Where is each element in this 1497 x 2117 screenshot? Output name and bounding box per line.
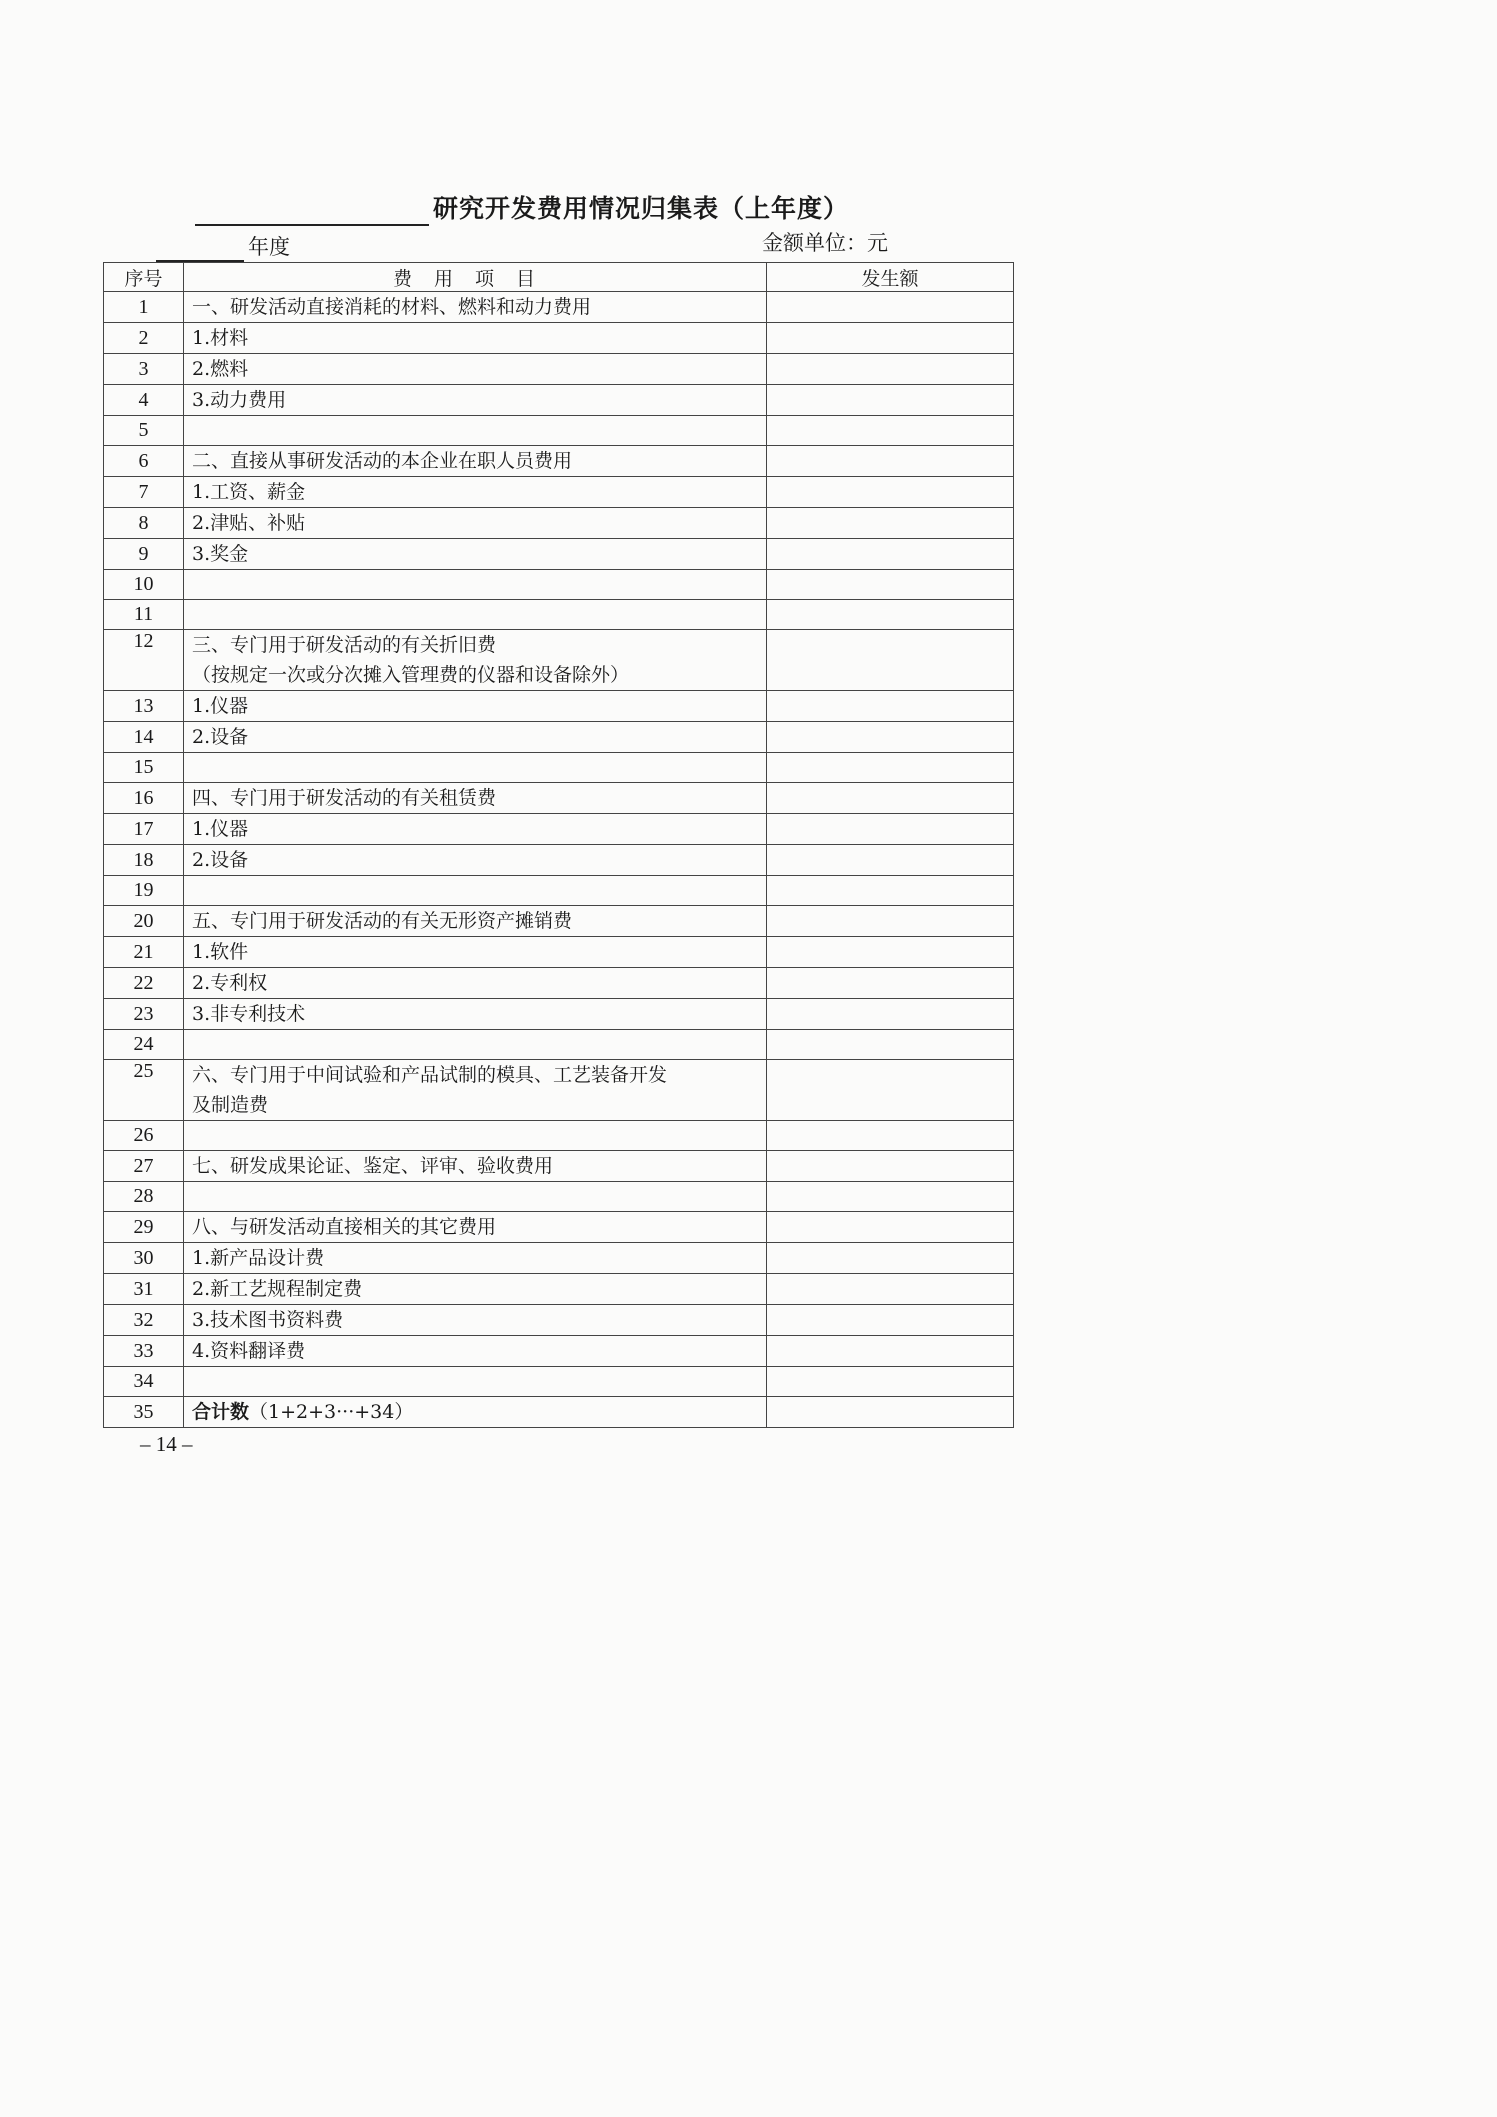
- amount-cell[interactable]: [767, 446, 1014, 477]
- expense-item-label: 3.技术图书资料费: [192, 1309, 344, 1331]
- row-number: 21: [104, 937, 184, 968]
- amount-cell[interactable]: [767, 1182, 1014, 1212]
- expense-item: [184, 292, 767, 323]
- expense-item: [184, 323, 767, 354]
- table-row: [104, 323, 1014, 354]
- row-number: 14: [104, 722, 184, 753]
- expense-item: [184, 508, 767, 539]
- row-number: 22: [104, 968, 184, 999]
- expense-item: [184, 783, 767, 814]
- expense-item: [184, 539, 767, 570]
- table-row: [104, 446, 1014, 477]
- expense-item: [184, 416, 767, 446]
- expense-item: [184, 446, 767, 477]
- row-number: 16: [104, 783, 184, 814]
- year-suffix: 年度: [248, 235, 290, 259]
- expense-item-label: 1.仪器: [192, 818, 249, 840]
- expense-item: [184, 876, 767, 906]
- table-row: [104, 1305, 1014, 1336]
- amount-cell[interactable]: [767, 1121, 1014, 1151]
- total-formula: （1+2+3···+34）: [249, 1401, 414, 1423]
- table-row: [104, 1243, 1014, 1274]
- table-row: [104, 1121, 1014, 1151]
- expense-item-label: 3.非专利技术: [192, 1003, 306, 1025]
- total-label: 合计数: [192, 1401, 250, 1423]
- table-row: [104, 968, 1014, 999]
- expense-item: [184, 1243, 767, 1274]
- row-number: 13: [104, 691, 184, 722]
- total-row: [104, 1397, 1014, 1428]
- row-number: 24: [104, 1030, 184, 1060]
- amount-cell[interactable]: [767, 845, 1014, 876]
- row-number: 25: [104, 1060, 184, 1121]
- row-number: 34: [104, 1367, 184, 1397]
- expense-item-label: 一、研发活动直接消耗的材料、燃料和动力费用: [192, 296, 592, 318]
- expense-item-label: 1.新产品设计费: [192, 1247, 325, 1269]
- expense-item: [184, 753, 767, 783]
- expense-item: [184, 1367, 767, 1397]
- row-number: 8: [104, 508, 184, 539]
- expense-item: [184, 1151, 767, 1182]
- expense-item-label: 八、与研发活动直接相关的其它费用: [192, 1216, 497, 1238]
- expense-item: [184, 722, 767, 753]
- amount-cell[interactable]: [767, 876, 1014, 906]
- document-title-line: [195, 188, 855, 226]
- expense-item-label: 三、专门用于研发活动的有关折旧费: [192, 634, 497, 656]
- row-number: 3: [104, 354, 184, 385]
- table-row: [104, 1182, 1014, 1212]
- expense-item-label: 2.专利权: [192, 972, 268, 994]
- amount-cell[interactable]: [767, 1274, 1014, 1305]
- amount-cell[interactable]: [767, 570, 1014, 600]
- amount-cell[interactable]: [767, 1030, 1014, 1060]
- table-row: [104, 477, 1014, 508]
- document-title: 研究开发费用情况归集表（上年度）: [433, 194, 850, 223]
- expense-item-label: 五、专门用于研发活动的有关无形资产摊销费: [192, 910, 573, 932]
- table-row: [104, 570, 1014, 600]
- expense-item-label: 2.设备: [192, 726, 249, 748]
- row-number: 32: [104, 1305, 184, 1336]
- table-row: [104, 1367, 1014, 1397]
- expense-item: [184, 691, 767, 722]
- expense-item: [184, 570, 767, 600]
- amount-cell[interactable]: [767, 385, 1014, 416]
- table-row: [104, 845, 1014, 876]
- amount-cell[interactable]: [767, 539, 1014, 570]
- amount-cell[interactable]: [767, 999, 1014, 1030]
- amount-cell[interactable]: [767, 691, 1014, 722]
- table-row: [104, 416, 1014, 446]
- amount-cell[interactable]: [767, 753, 1014, 783]
- header-amount: 发生额: [767, 263, 1014, 292]
- table-row: [104, 1060, 1014, 1121]
- expense-item-label: 1.材料: [192, 327, 249, 349]
- expense-item-label-continued: 及制造费: [192, 1094, 269, 1116]
- expense-item: [184, 477, 767, 508]
- row-number: 11: [104, 600, 184, 630]
- amount-cell[interactable]: [767, 600, 1014, 630]
- expense-item-label: 二、直接从事研发活动的本企业在职人员费用: [192, 450, 573, 472]
- table-row: [104, 876, 1014, 906]
- row-number: 17: [104, 814, 184, 845]
- expense-item-label-continued: （按规定一次或分次摊入管理费的仪器和设备除外）: [192, 664, 630, 686]
- row-number: 26: [104, 1121, 184, 1151]
- row-number: 33: [104, 1336, 184, 1367]
- table-row: [104, 783, 1014, 814]
- amount-cell[interactable]: [767, 1060, 1014, 1121]
- amount-cell[interactable]: [767, 1367, 1014, 1397]
- expense-item: [184, 999, 767, 1030]
- year-line: [156, 228, 316, 262]
- amount-cell[interactable]: [767, 292, 1014, 323]
- expense-item-label: 2.津贴、补贴: [192, 512, 306, 534]
- row-number: 23: [104, 999, 184, 1030]
- table-row: [104, 937, 1014, 968]
- table-row: [104, 1212, 1014, 1243]
- expense-item: [184, 906, 767, 937]
- row-number: 5: [104, 416, 184, 446]
- expense-item-label: 3.奖金: [192, 543, 249, 565]
- row-number: 4: [104, 385, 184, 416]
- expense-item-label: 1.仪器: [192, 695, 249, 717]
- expense-item: [184, 1060, 767, 1121]
- row-number: 10: [104, 570, 184, 600]
- expense-item-label: 3.动力费用: [192, 389, 287, 411]
- table-row: [104, 630, 1014, 691]
- table-row: [104, 814, 1014, 845]
- amount-cell[interactable]: [767, 783, 1014, 814]
- table-row: [104, 906, 1014, 937]
- header-no: 序号: [104, 263, 184, 292]
- expense-item: [184, 600, 767, 630]
- amount-cell[interactable]: [767, 1151, 1014, 1182]
- table-row: [104, 999, 1014, 1030]
- amount-cell[interactable]: [767, 906, 1014, 937]
- row-number: 1: [104, 292, 184, 323]
- total-label-cell: [184, 1397, 767, 1428]
- amount-cell[interactable]: [767, 968, 1014, 999]
- expense-item: [184, 1274, 767, 1305]
- table-row: [104, 508, 1014, 539]
- amount-unit-label: 金额单位：元: [762, 231, 888, 255]
- expense-item: [184, 968, 767, 999]
- table-row: [104, 691, 1014, 722]
- amount-cell[interactable]: [767, 508, 1014, 539]
- row-number: 27: [104, 1151, 184, 1182]
- amount-cell[interactable]: [767, 477, 1014, 508]
- table-row: [104, 1336, 1014, 1367]
- expense-item-label: 1.工资、薪金: [192, 481, 306, 503]
- table-row: [104, 753, 1014, 783]
- company-name-blank[interactable]: [195, 194, 429, 226]
- amount-cell[interactable]: [767, 630, 1014, 691]
- amount-cell[interactable]: [767, 722, 1014, 753]
- expense-item-label: 4.资料翻译费: [192, 1340, 306, 1362]
- year-blank[interactable]: [156, 232, 244, 262]
- expense-item: [184, 845, 767, 876]
- row-number: 15: [104, 753, 184, 783]
- row-number: 12: [104, 630, 184, 691]
- expense-item: [184, 1030, 767, 1060]
- row-number: 6: [104, 446, 184, 477]
- expense-item-label: 六、专门用于中间试验和产品试制的模具、工艺装备开发: [192, 1064, 668, 1086]
- expense-table: [103, 262, 1014, 1428]
- table-row: [104, 292, 1014, 323]
- table-row: [104, 1151, 1014, 1182]
- row-number: 30: [104, 1243, 184, 1274]
- row-number: 35: [104, 1397, 184, 1428]
- expense-item: [184, 385, 767, 416]
- table-row: [104, 1274, 1014, 1305]
- amount-cell[interactable]: [767, 814, 1014, 845]
- amount-cell[interactable]: [767, 1305, 1014, 1336]
- table-row: [104, 1030, 1014, 1060]
- expense-item: [184, 937, 767, 968]
- amount-cell[interactable]: [767, 1336, 1014, 1367]
- expense-item: [184, 354, 767, 385]
- amount-cell[interactable]: [767, 937, 1014, 968]
- row-number: 29: [104, 1212, 184, 1243]
- table-header-row: [104, 263, 1014, 292]
- expense-item-label: 2.设备: [192, 849, 249, 871]
- expense-item: [184, 814, 767, 845]
- row-number: 18: [104, 845, 184, 876]
- table-row: [104, 539, 1014, 570]
- expense-item: [184, 630, 767, 691]
- row-number: 7: [104, 477, 184, 508]
- expense-item: [184, 1212, 767, 1243]
- expense-item: [184, 1305, 767, 1336]
- expense-item-label: 七、研发成果论证、鉴定、评审、验收费用: [192, 1155, 554, 1177]
- row-number: 9: [104, 539, 184, 570]
- table-row: [104, 722, 1014, 753]
- header-item: 费用项目: [184, 263, 767, 292]
- row-number: 31: [104, 1274, 184, 1305]
- table-row: [104, 600, 1014, 630]
- page-number: – 14 –: [140, 1432, 193, 1456]
- row-number: 20: [104, 906, 184, 937]
- row-number: 28: [104, 1182, 184, 1212]
- expense-item-label: 2.新工艺规程制定费: [192, 1278, 363, 1300]
- amount-cell[interactable]: [767, 416, 1014, 446]
- row-number: 19: [104, 876, 184, 906]
- expense-item-label: 四、专门用于研发活动的有关租赁费: [192, 787, 497, 809]
- table-row: [104, 354, 1014, 385]
- amount-cell[interactable]: [767, 354, 1014, 385]
- expense-item: [184, 1182, 767, 1212]
- expense-item: [184, 1121, 767, 1151]
- expense-item: [184, 1336, 767, 1367]
- amount-cell[interactable]: [767, 1212, 1014, 1243]
- amount-cell[interactable]: [767, 323, 1014, 354]
- total-amount-cell[interactable]: [767, 1397, 1014, 1428]
- row-number: 2: [104, 323, 184, 354]
- table-row: [104, 385, 1014, 416]
- expense-item-label: 1.软件: [192, 941, 249, 963]
- amount-cell[interactable]: [767, 1243, 1014, 1274]
- expense-item-label: 2.燃料: [192, 358, 249, 380]
